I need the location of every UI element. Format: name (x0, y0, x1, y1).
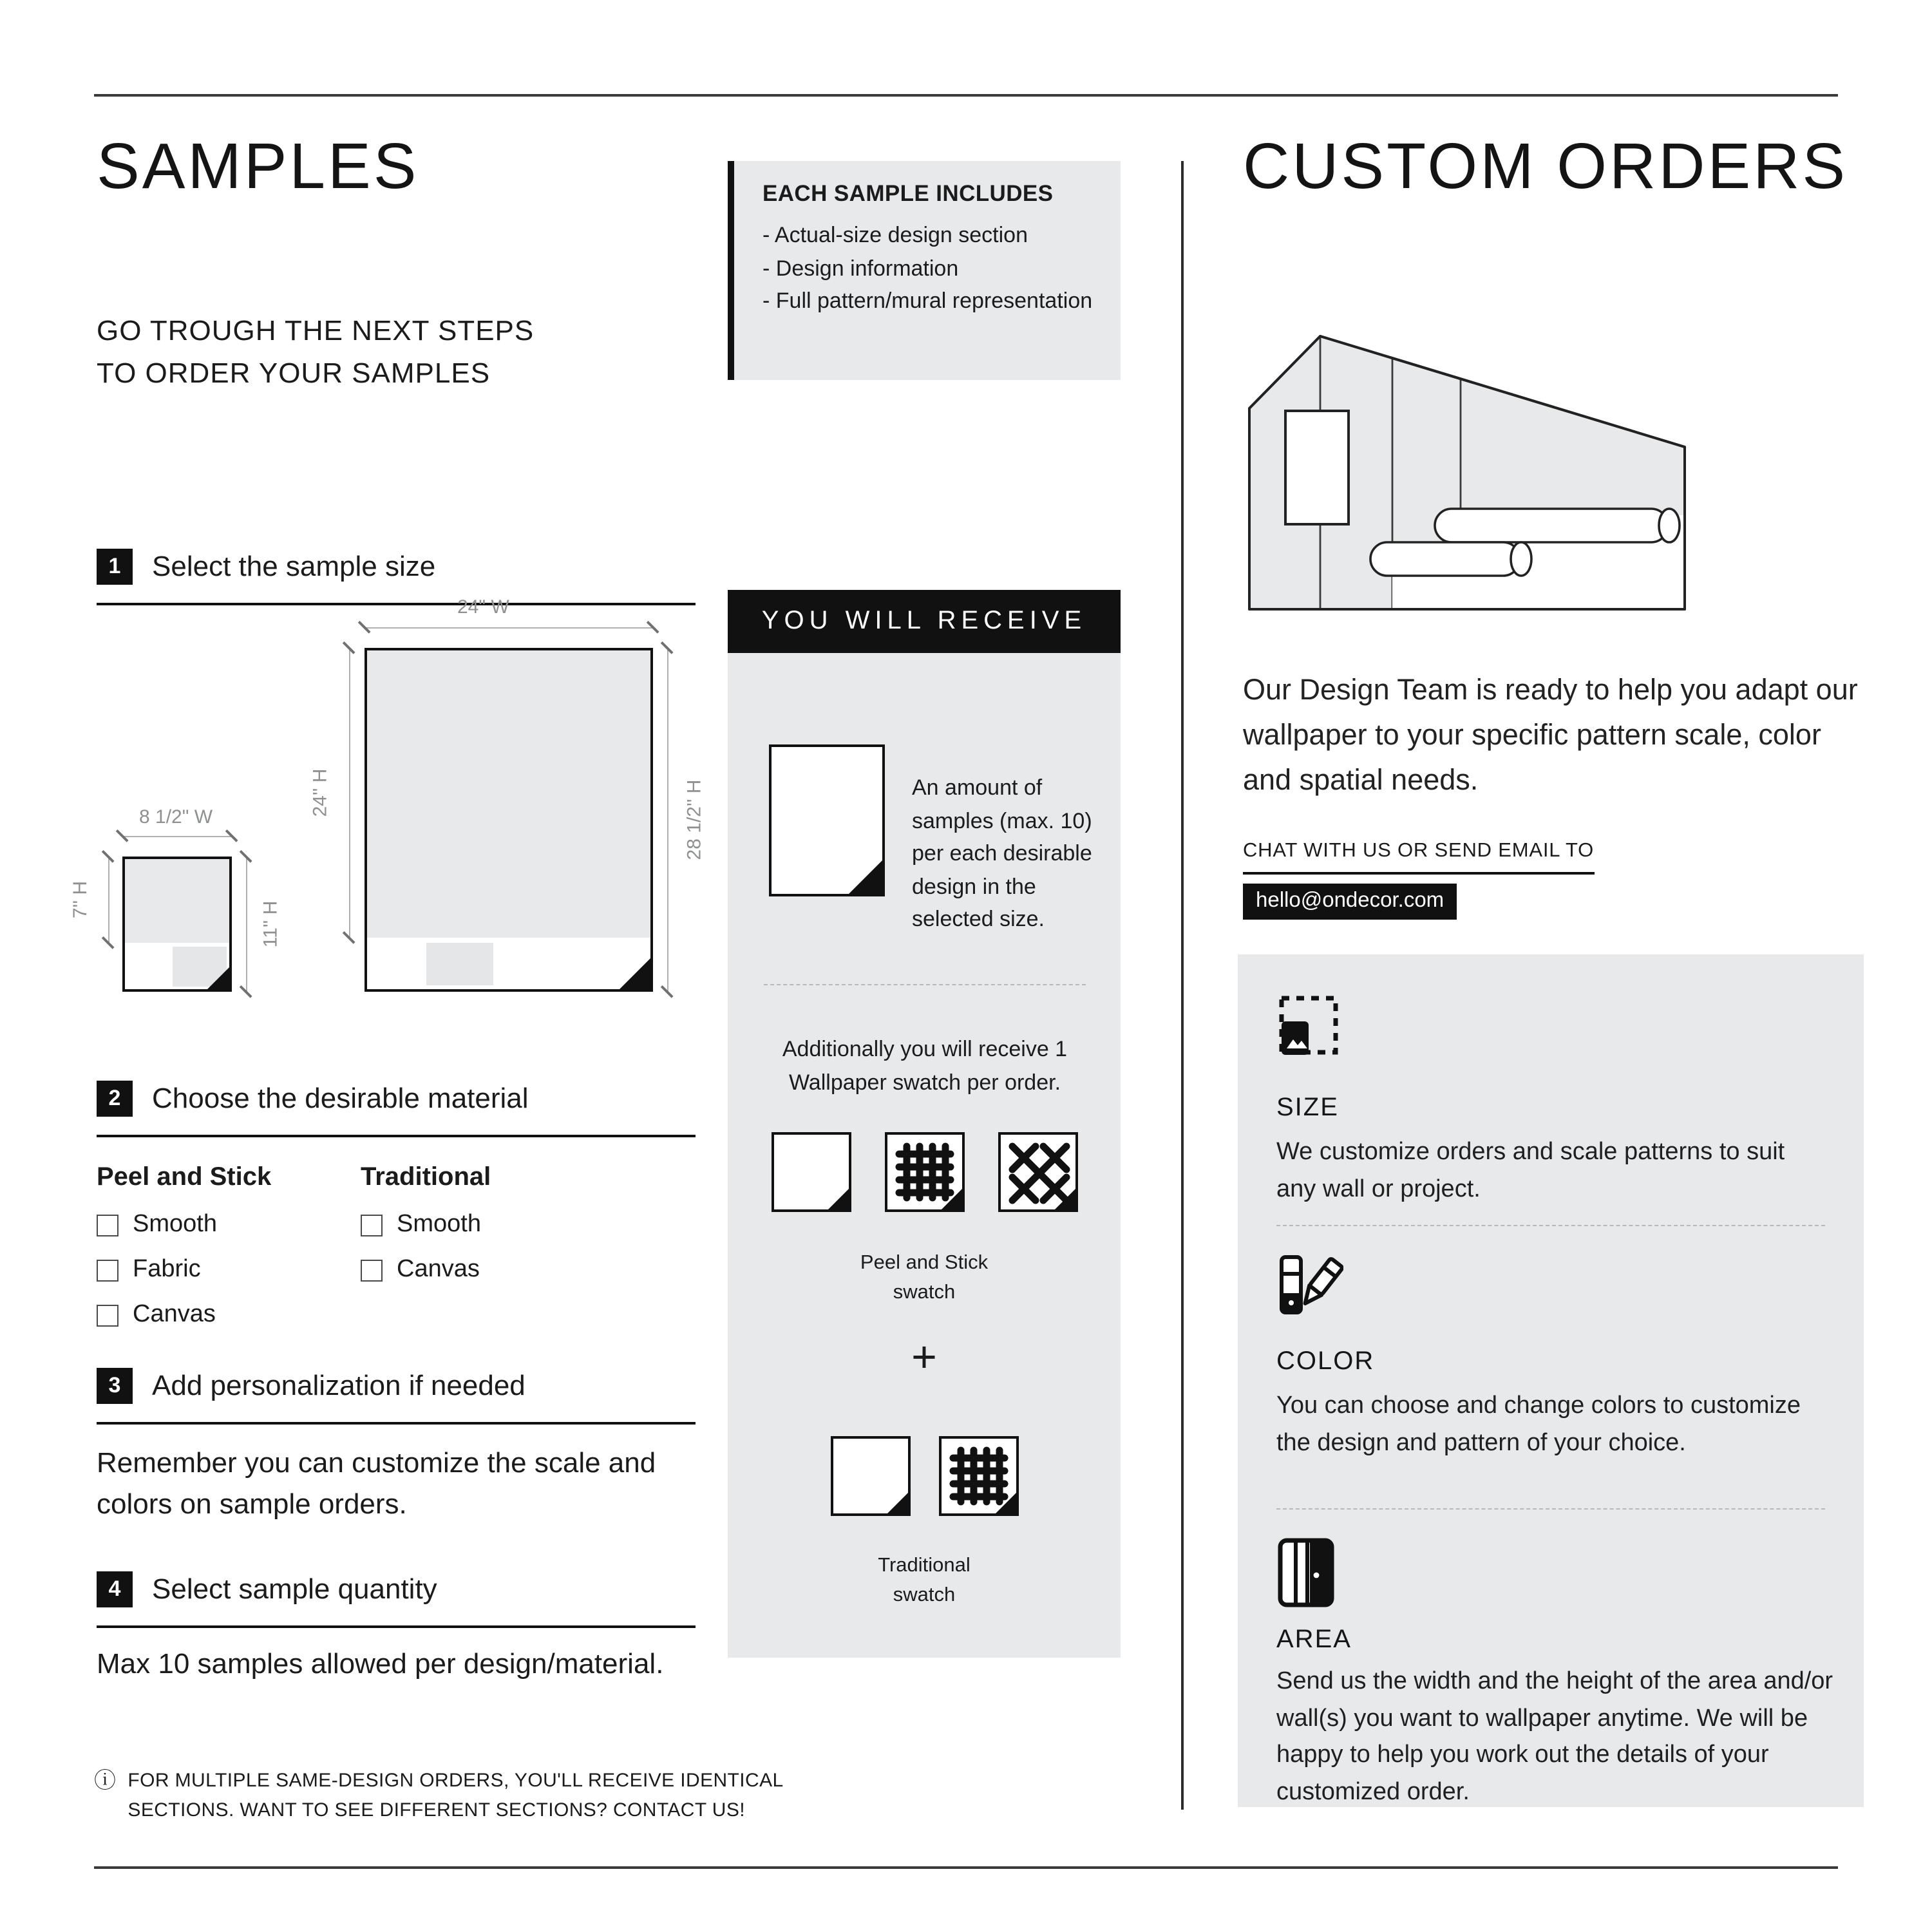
dim-line (246, 857, 247, 992)
small-sample-height-left: 7'' H (70, 880, 93, 919)
material-column-peel-and-stick (97, 1163, 348, 1346)
step-2-header (97, 1081, 529, 1117)
material-option-canvas[interactable] (97, 1301, 348, 1329)
wallpaper-wall-illustration (1242, 328, 1692, 629)
amount-text: An amount of samples (max. 10) per each desirable design in the selected size. (912, 775, 1092, 931)
you-will-receive-header: YOU WILL RECEIVE (728, 590, 1121, 653)
dashed-separator (1276, 1508, 1825, 1510)
large-sample-height-left: 24'' H (310, 768, 332, 817)
dashed-separator (1276, 1225, 1825, 1226)
folded-corner (1054, 1189, 1075, 1209)
column-divider (1181, 161, 1184, 1810)
option-label: Fabric (133, 1256, 201, 1283)
step-4-header (97, 1571, 437, 1607)
step-3-description: Remember you can customize the scale and colors on sample orders. (97, 1446, 656, 1520)
folded-corner (849, 860, 882, 894)
material-option-canvas[interactable] (361, 1256, 605, 1284)
step-1-number: 1 (97, 549, 133, 585)
step-3-number: 3 (97, 1368, 133, 1404)
checkbox[interactable] (361, 1214, 383, 1236)
small-sample-diagram (122, 857, 232, 992)
small-sample-height-right: 11'' H (260, 900, 281, 948)
chat-with-us-label: CHAT WITH US OR SEND EMAIL TO (1243, 840, 1594, 875)
bottom-divider (94, 1866, 1838, 1868)
design-team-intro: Our Design Team is ready to help you adapt our wallpaper to your specific pattern scale, color and spatial needs. (1243, 674, 1858, 796)
dim-line (365, 627, 653, 629)
color-swatches-icon (1276, 1253, 1343, 1324)
crosshatch-swatch-icon (998, 1132, 1077, 1212)
option-label: Smooth (397, 1211, 481, 1238)
material-option-smooth[interactable] (97, 1211, 348, 1239)
note-text: FOR MULTIPLE SAME-DESIGN ORDERS, YOU'LL RECEIVE IDENTICAL SECTIONS. WANT TO SEE DIFFERENT SECTIONS? CONTACT US! (128, 1770, 783, 1821)
you-will-receive-panel (728, 653, 1121, 1658)
folded-corner (828, 1189, 848, 1209)
includes-item: - Design information (762, 252, 1103, 285)
small-sample-width-label: 8 1/2" W (139, 806, 213, 828)
plus-sign: + (911, 1333, 937, 1382)
small-sample-design-area (125, 859, 229, 943)
top-divider (94, 94, 1838, 96)
traditional-swatch-row (728, 1436, 1121, 1516)
step-4-underline (97, 1625, 696, 1628)
feature-size-text: We customize orders and scale patterns to suit any wall or project. (1276, 1139, 1785, 1202)
includes-title: EACH SAMPLE INCLUDES (762, 180, 1054, 206)
dim-line (108, 857, 109, 943)
dashed-separator (764, 984, 1086, 985)
step-1-underline (97, 603, 696, 605)
step-4-label: Select sample quantity (152, 1573, 437, 1605)
option-label: Canvas (133, 1301, 216, 1328)
same-design-note (94, 1767, 886, 1825)
email-badge-wrap (1243, 884, 1457, 920)
folded-corner (207, 967, 229, 989)
sample-page-icon (769, 744, 885, 896)
large-sample-diagram (365, 648, 653, 992)
plain-swatch-icon (771, 1132, 851, 1212)
samples-subtitle-line1: GO TROUGH THE NEXT STEPS (97, 314, 535, 346)
info-icon: ⓘ (94, 1768, 117, 1793)
includes-item: - Full pattern/mural representation (762, 285, 1103, 317)
additional-text: Additionally you will receive 1 Wallpaper swatch per order. (782, 1037, 1068, 1094)
includes-item: - Actual-size design section (762, 219, 1103, 252)
material-option-smooth[interactable] (361, 1211, 605, 1239)
step-3-header (97, 1368, 526, 1404)
grid-swatch-icon (884, 1132, 964, 1212)
custom-features-panel (1238, 954, 1864, 1807)
feature-area-heading: AREA (1276, 1625, 1352, 1654)
chat-label-wrap (1243, 840, 1594, 875)
dim-line (667, 648, 668, 992)
step-3-label: Add personalization if needed (152, 1369, 526, 1401)
checkbox[interactable] (97, 1304, 118, 1326)
plain-swatch-icon (830, 1436, 910, 1516)
folded-corner (620, 958, 650, 989)
large-sample-design-area (367, 650, 650, 938)
traditional-title: Traditional (361, 1163, 491, 1191)
samples-title: SAMPLES (97, 130, 419, 202)
step-4-description: Max 10 samples allowed per design/material. (97, 1647, 664, 1680)
large-sample-thumbnail (426, 943, 493, 985)
step-2-number: 2 (97, 1081, 133, 1117)
peel-and-stick-title: Peel and Stick (97, 1163, 272, 1191)
step-1-header (97, 549, 435, 585)
feature-area-text: Send us the width and the height of the area and/or wall(s) you want to wallpaper anytime. We will be happy to help you work out the details of your customized order. (1276, 1668, 1833, 1805)
option-label: Smooth (133, 1211, 217, 1238)
samples-subtitle (97, 309, 534, 394)
checkbox[interactable] (97, 1214, 118, 1236)
samples-subtitle-line2: TO ORDER YOUR SAMPLES (97, 357, 491, 389)
folded-corner (941, 1189, 961, 1209)
step-2-label: Choose the desirable material (152, 1082, 529, 1114)
material-option-fabric[interactable] (97, 1256, 348, 1284)
material-column-traditional (361, 1163, 605, 1301)
folded-corner (995, 1493, 1016, 1513)
checkbox[interactable] (361, 1259, 383, 1281)
custom-orders-title: CUSTOM ORDERS (1243, 130, 1848, 202)
step-2-underline (97, 1135, 696, 1137)
large-sample-height-right: 28 1/2'' H (683, 779, 705, 860)
feature-color-heading: COLOR (1276, 1347, 1375, 1376)
feature-size-heading: SIZE (1276, 1094, 1339, 1122)
peel-swatch-row (728, 1132, 1121, 1212)
door-wall-icon (1276, 1537, 1338, 1615)
feature-color-text: You can choose and change colors to customize the design and pattern of your choice. (1276, 1392, 1801, 1456)
large-sample-width-label: 24" W (457, 596, 509, 618)
grid-swatch-icon (938, 1436, 1018, 1516)
step-4-number: 4 (97, 1571, 133, 1607)
peel-swatch-caption: Peel and Stick swatch (860, 1252, 989, 1304)
step-1-label: Select the sample size (152, 550, 436, 582)
email-address[interactable]: hello@ondecor.com (1243, 884, 1457, 920)
step-3-underline (97, 1422, 696, 1425)
option-label: Canvas (397, 1256, 480, 1283)
dim-line (349, 648, 350, 938)
checkbox[interactable] (97, 1259, 118, 1281)
traditional-swatch-caption: Traditional swatch (878, 1555, 971, 1607)
crop-image-icon (1276, 993, 1341, 1064)
dim-line (122, 836, 232, 837)
each-sample-includes-box (728, 161, 1121, 380)
folded-corner (887, 1493, 907, 1513)
